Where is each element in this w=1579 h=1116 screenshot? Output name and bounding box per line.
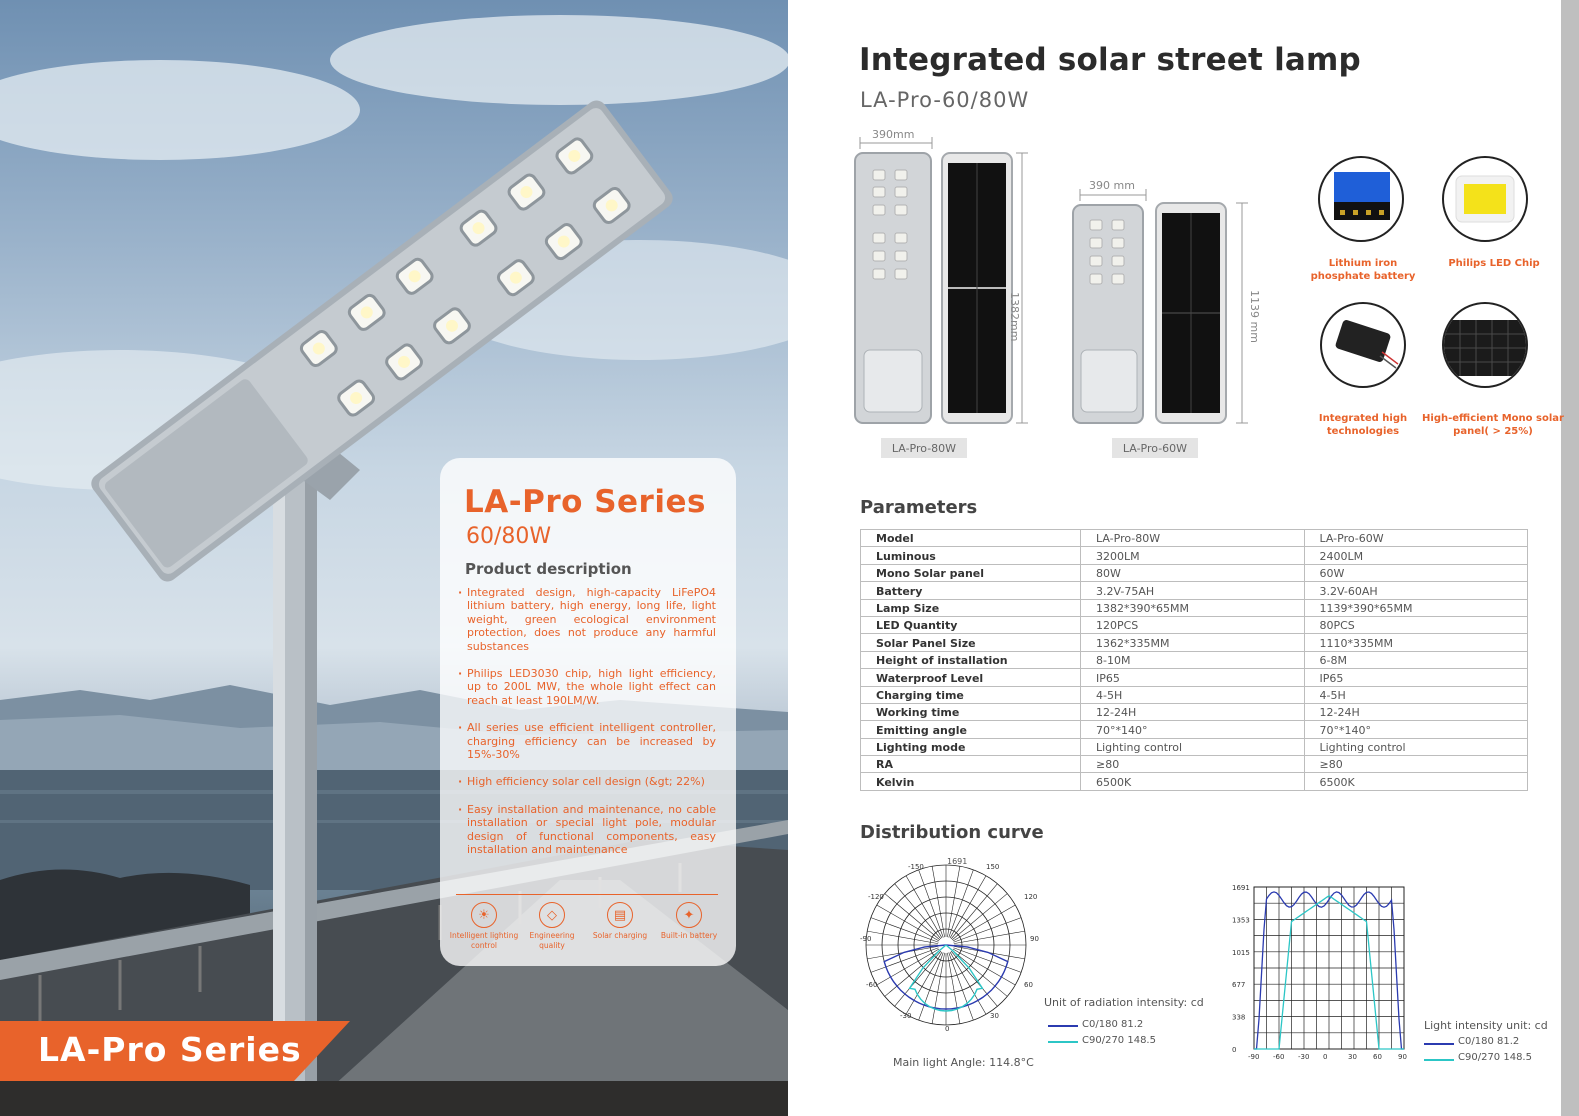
divider xyxy=(456,894,718,895)
description-item: · High efficiency solar cell design (&gt; 22%) xyxy=(458,775,716,788)
parameter-value-60w: 6500K xyxy=(1304,773,1528,790)
model-tag-80w: LA-Pro-80W xyxy=(881,438,967,458)
feature-label-solar-panel: High-efficient Mono solar panel( > 25%) xyxy=(1422,413,1564,437)
parameter-label: Working time xyxy=(861,703,1081,720)
height-dimension-80w: 1382mm xyxy=(1008,292,1021,342)
parameter-label: Emitting angle xyxy=(861,721,1081,738)
parameter-label: Kelvin xyxy=(861,773,1081,790)
linear-y-tick: 0 xyxy=(1232,1046,1237,1054)
polar-angle-label: 60 xyxy=(1024,981,1033,989)
parameter-value-80w: 120PCS xyxy=(1081,616,1305,633)
parameter-value-60w: 3.2V-60AH xyxy=(1304,582,1528,599)
polar-angle-label: -30 xyxy=(900,1012,912,1020)
description-heading: Product description xyxy=(465,560,632,578)
solar-panel-icon: ▤ xyxy=(607,902,633,928)
parameters-heading: Parameters xyxy=(860,497,978,518)
parameter-value-80w: Lighting control xyxy=(1081,738,1305,755)
parameter-value-80w: 80W xyxy=(1081,564,1305,581)
parameter-row xyxy=(861,686,1528,703)
ribbon-title: LA-Pro Series xyxy=(38,1030,302,1069)
parameter-row xyxy=(861,773,1528,790)
parameter-value-80w: 1362*335MM xyxy=(1081,634,1305,651)
linear-unit-label: Light intensity unit: cd xyxy=(1424,1019,1548,1032)
polar-angle-label: 0 xyxy=(945,1025,950,1033)
parameter-value-60w: 1139*390*65MM xyxy=(1304,599,1528,616)
parameter-value-60w: ≥80 xyxy=(1304,756,1528,773)
parameter-value-60w: 1110*335MM xyxy=(1304,634,1528,651)
parameters-table xyxy=(860,529,1528,791)
parameter-row xyxy=(861,651,1528,668)
parameter-value-60w: 80PCS xyxy=(1304,616,1528,633)
feature-label-technologies: Integrated high technologies xyxy=(1318,413,1408,437)
series-title: LA-Pro Series xyxy=(464,484,706,520)
polar-angle-label: -150 xyxy=(908,863,924,871)
polar-angle-label: 150 xyxy=(986,863,1000,871)
series-power: 60/80W xyxy=(466,524,552,549)
parameter-value-60w: 6-8M xyxy=(1304,651,1528,668)
legend-swatch-c90 xyxy=(1048,1041,1078,1043)
parameter-label: RA xyxy=(861,756,1081,773)
parameter-row xyxy=(861,721,1528,738)
feature-label-led-chip: Philips LED Chip xyxy=(1448,258,1540,269)
distribution-heading: Distribution curve xyxy=(860,822,1044,843)
polar-angle-label: 90 xyxy=(1030,935,1039,943)
linear-x-tick: 60 xyxy=(1373,1053,1382,1061)
linear-x-tick: 30 xyxy=(1348,1053,1357,1061)
parameter-label: Battery xyxy=(861,582,1081,599)
controller-icon xyxy=(1322,304,1404,386)
parameter-row xyxy=(861,547,1528,564)
parameter-value-80w: 3.2V-75AH xyxy=(1081,582,1305,599)
linear-x-tick: -60 xyxy=(1273,1053,1285,1061)
product-photo-panel xyxy=(0,0,788,1116)
parameter-value-80w: IP65 xyxy=(1081,669,1305,686)
description-item: · Philips LED3030 chip, high light efficiency, up to 200L MW, the whole light effect can reach at least 190LM/W. xyxy=(458,667,716,707)
width-dimension-60w: 390 mm xyxy=(1089,179,1135,192)
polar-spoke xyxy=(932,866,945,937)
page-title: Integrated solar street lamp xyxy=(859,42,1361,78)
linear-x-tick: -30 xyxy=(1298,1053,1310,1061)
parameter-value-80w: 12-24H xyxy=(1081,703,1305,720)
polar-top-value: 1691 xyxy=(947,857,968,866)
feature-solar-charging: ▤ Solar charging xyxy=(585,902,655,941)
linear-legend-swatch-c0 xyxy=(1424,1043,1454,1045)
polar-legend-c90: C90/270 148.5 xyxy=(1082,1035,1156,1046)
controller-image xyxy=(1320,302,1406,388)
product-drawings xyxy=(850,125,1270,435)
parameter-label: Charging time xyxy=(861,686,1081,703)
sun-icon: ☀ xyxy=(471,902,497,928)
parameter-row xyxy=(861,582,1528,599)
solar-cell-icon xyxy=(1444,304,1526,386)
model-tag-60w: LA-Pro-60W xyxy=(1112,438,1198,458)
parameter-value-80w: 3200LM xyxy=(1081,547,1305,564)
linear-y-tick: 1691 xyxy=(1232,885,1250,892)
led-chip-icon xyxy=(1444,158,1526,240)
parameter-value-60w: 2400LM xyxy=(1304,547,1528,564)
polar-angle-label: 120 xyxy=(1024,893,1038,901)
parameter-value-60w: Lighting control xyxy=(1304,738,1528,755)
bulb-icon: ✦ xyxy=(676,902,702,928)
footer-band xyxy=(0,1081,788,1116)
parameter-value-60w: LA-Pro-60W xyxy=(1304,530,1528,547)
parameter-row xyxy=(861,616,1528,633)
parameter-value-80w: 1382*390*65MM xyxy=(1081,599,1305,616)
linear-distribution-chart xyxy=(1232,885,1422,1075)
parameter-value-60w: 70°*140° xyxy=(1304,721,1528,738)
legend-swatch-c0 xyxy=(1048,1025,1078,1027)
main-light-angle: Main light Angle: 114.8°C xyxy=(893,1056,1034,1069)
parameter-value-80w: 8-10M xyxy=(1081,651,1305,668)
battery-icon xyxy=(1320,158,1402,240)
parameter-row xyxy=(861,756,1528,773)
parameter-value-80w: LA-Pro-80W xyxy=(1081,530,1305,547)
linear-legend-c90: C90/270 148.5 xyxy=(1458,1052,1532,1063)
parameter-row xyxy=(861,703,1528,720)
polar-spoke xyxy=(947,866,960,937)
polar-spoke xyxy=(947,953,960,1024)
feature-builtin-battery: ✦ Built-in battery xyxy=(654,902,724,941)
polar-angle-label: -60 xyxy=(866,981,878,989)
parameter-value-80w: 70°*140° xyxy=(1081,721,1305,738)
linear-x-tick: 0 xyxy=(1323,1053,1328,1061)
description-item: · Easy installation and maintenance, no cable installation or special light pole, modular design of functional components, easy installation and maintenance xyxy=(458,803,716,857)
polar-distribution-chart xyxy=(860,855,1060,1045)
parameter-label: Model xyxy=(861,530,1081,547)
linear-legend-c0: C0/180 81.2 xyxy=(1458,1036,1520,1047)
description-item: · Integrated design, high-capacity LiFePO4 lithium battery, high energy, long life, light weight, green ecological environment protection, does not produce any harmful substances xyxy=(458,586,716,653)
polar-spoke xyxy=(954,931,1025,944)
parameter-row xyxy=(861,669,1528,686)
parameter-row xyxy=(861,599,1528,616)
polar-angle-label: -90 xyxy=(860,935,872,943)
polar-angle-label: -120 xyxy=(868,893,884,901)
battery-image xyxy=(1318,156,1404,242)
solar-panel-image xyxy=(1442,302,1528,388)
parameter-row xyxy=(861,634,1528,651)
parameter-value-60w: 60W xyxy=(1304,564,1528,581)
linear-y-tick: 338 xyxy=(1232,1013,1246,1022)
parameter-label: LED Quantity xyxy=(861,616,1081,633)
description-item: · All series use efficient intelligent controller, charging efficiency can be increased by 15%-30% xyxy=(458,721,716,761)
width-dimension-80w: 390mm xyxy=(872,128,915,141)
feature-engineering-quality: ◇ Engineering quality xyxy=(517,902,587,951)
linear-y-tick: 1015 xyxy=(1232,948,1250,957)
parameter-row xyxy=(861,564,1528,581)
parameter-value-60w: 12-24H xyxy=(1304,703,1528,720)
polar-legend-c0: C0/180 81.2 xyxy=(1082,1019,1144,1030)
feature-intelligent-control: ☀ Intelligent lighting control xyxy=(449,902,519,951)
linear-x-tick: -90 xyxy=(1248,1053,1260,1061)
polar-unit-label: Unit of radiation intensity: cd xyxy=(1044,996,1204,1009)
parameter-value-80w: ≥80 xyxy=(1081,756,1305,773)
parameter-label: Mono Solar panel xyxy=(861,564,1081,581)
parameter-label: Solar Panel Size xyxy=(861,634,1081,651)
linear-x-tick: 90 xyxy=(1398,1053,1407,1061)
parameter-row xyxy=(861,530,1528,547)
parameter-value-60w: IP65 xyxy=(1304,669,1528,686)
parameter-value-60w: 4-5H xyxy=(1304,686,1528,703)
feature-label-battery: Lithium iron phosphate battery xyxy=(1310,258,1416,282)
parameter-label: Lighting mode xyxy=(861,738,1081,755)
page-edge xyxy=(1561,0,1579,1116)
height-dimension-60w: 1139 mm xyxy=(1248,290,1261,343)
parameter-label: Waterproof Level xyxy=(861,669,1081,686)
polar-spoke xyxy=(932,953,945,1024)
parameter-value-80w: 6500K xyxy=(1081,773,1305,790)
parameter-label: Lamp Size xyxy=(861,599,1081,616)
parameter-label: Height of installation xyxy=(861,651,1081,668)
parameter-row xyxy=(861,738,1528,755)
description-list xyxy=(458,586,716,871)
parameter-label: Luminous xyxy=(861,547,1081,564)
diamond-icon: ◇ xyxy=(539,902,565,928)
page-subtitle: LA-Pro-60/80W xyxy=(860,88,1030,112)
polar-spoke xyxy=(867,931,938,944)
linear-y-tick: 1353 xyxy=(1232,916,1250,925)
linear-y-tick: 677 xyxy=(1232,981,1246,990)
polar-angle-label: 30 xyxy=(990,1012,999,1020)
linear-legend-swatch-c90 xyxy=(1424,1059,1454,1061)
led-chip-image xyxy=(1442,156,1528,242)
parameter-value-80w: 4-5H xyxy=(1081,686,1305,703)
